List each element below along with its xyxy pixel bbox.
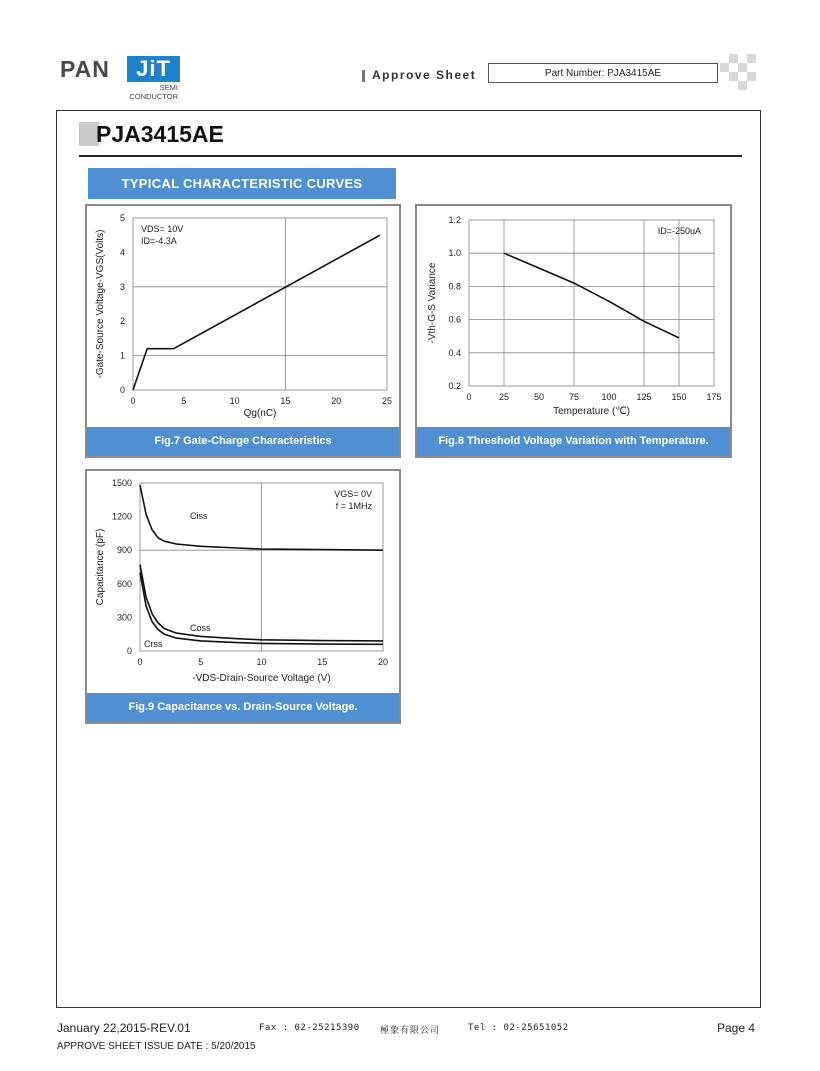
y-tick-label: 0.2 (448, 381, 461, 391)
x-tick-label: 100 (601, 392, 617, 402)
logo-pan-text: PAN (60, 56, 110, 82)
fig8-panel (415, 204, 732, 458)
logo-conductor-text: CONDUCTOR (129, 92, 178, 101)
x-tick-label: 0 (130, 396, 136, 406)
series-line-0 (504, 253, 679, 338)
fig7-caption: Fig.7 Gate-Charge Characteristics (87, 427, 399, 456)
footer-company: 極象有限公司 (380, 1026, 441, 1036)
y-tick-label: 600 (116, 578, 132, 589)
x-tick-label: 25 (381, 396, 393, 406)
part-number-box: Part Number: PJA3415AE (488, 63, 718, 83)
panjit-logo (60, 54, 180, 102)
y-tick-label: 2 (119, 316, 125, 327)
approve-sheet-marker (362, 70, 365, 82)
x-tick-label: 0 (137, 657, 143, 667)
x-tick-label: 150 (671, 392, 687, 402)
x-tick-label: 0 (466, 392, 472, 402)
y-axis-label: -Vth-G-S Variance (427, 262, 438, 344)
y-tick-label: 300 (116, 612, 132, 623)
y-axis-label: Capacitance (pF) (95, 528, 106, 606)
x-tick-label: 75 (568, 392, 580, 402)
y-tick-label: 1.0 (448, 248, 461, 259)
chart-annotation: ID=-4.3A (141, 236, 177, 246)
section-header: TYPICAL CHARACTERISTIC CURVES (88, 168, 396, 199)
fig8-caption: Fig.8 Threshold Voltage Variation with Temperature. (417, 427, 730, 456)
y-tick-label: 1.2 (448, 215, 461, 225)
x-tick-label: 10 (229, 396, 240, 406)
series-label-coss: Coss (190, 623, 211, 633)
title-rule (79, 155, 742, 157)
chart-annotation: ID=-250uA (657, 226, 701, 236)
y-tick-label: 0 (126, 646, 132, 656)
x-tick-label: 10 (256, 657, 267, 667)
fig9-caption: Fig.9 Capacitance vs. Drain-Source Voltage. (87, 693, 399, 722)
x-axis-label: Temperature (℃) (553, 406, 630, 417)
x-tick-label: 15 (280, 396, 291, 406)
logo-jit-text: JiT (127, 56, 180, 82)
y-axis-label: -Gate-Source Voltage-VGS(Volts) (95, 229, 106, 379)
y-tick-label: 4 (119, 247, 125, 258)
footer-fax: Fax : 02-25215390 (259, 1023, 360, 1033)
x-tick-label: 175 (706, 392, 722, 402)
chart-annotation: VDS= 10V (141, 224, 184, 234)
logo-semi-text: SEMI (159, 83, 178, 92)
x-tick-label: 15 (317, 657, 328, 667)
series-label-ciss: Ciss (190, 511, 208, 521)
x-tick-label: 50 (533, 392, 545, 402)
y-tick-label: 900 (116, 545, 132, 556)
footer-tel: Tel : 02-25651052 (468, 1023, 569, 1033)
x-axis-label: Qg(nC) (243, 408, 277, 419)
series-line-0 (133, 235, 380, 390)
y-tick-label: 3 (119, 281, 125, 292)
y-tick-label: 5 (119, 213, 125, 223)
x-tick-label: 20 (331, 396, 342, 406)
y-tick-label: 0.4 (448, 347, 461, 358)
checker-pattern-decoration (720, 54, 758, 92)
x-tick-label: 125 (636, 392, 652, 402)
plot-area (469, 220, 714, 386)
fig9-panel (85, 469, 401, 724)
x-tick-label: 5 (181, 396, 187, 406)
fig7-chart (87, 206, 399, 428)
y-tick-label: 0 (119, 385, 125, 395)
fig9-chart (87, 471, 399, 695)
y-tick-label: 0.8 (448, 281, 461, 292)
footer-issue-date: APPROVE SHEET ISSUE DATE : 5/20/2015 (57, 1041, 256, 1052)
chart-annotation: f = 1MHz (335, 501, 372, 511)
x-tick-label: 20 (377, 657, 389, 667)
fig7-panel (85, 204, 401, 458)
fig8-chart (417, 206, 730, 428)
approve-sheet-label: Approve Sheet (372, 68, 477, 82)
y-tick-label: 1 (119, 350, 125, 361)
chart-annotation: VGS= 0V (334, 489, 372, 499)
x-tick-label: 25 (498, 392, 510, 402)
footer-date-revision: January 22,2015-REV.01 (57, 1021, 191, 1035)
y-tick-label: 0.6 (448, 314, 461, 325)
footer-page-number: Page 4 (717, 1021, 756, 1035)
y-tick-label: 1200 (111, 511, 132, 522)
page-title: PJA3415AE (96, 121, 224, 147)
x-tick-label: 5 (198, 657, 204, 667)
y-tick-label: 1500 (111, 478, 132, 488)
series-label-crss: Crss (144, 639, 163, 649)
x-axis-label: -VDS-Drain-Source Voltage (V) (192, 673, 331, 684)
